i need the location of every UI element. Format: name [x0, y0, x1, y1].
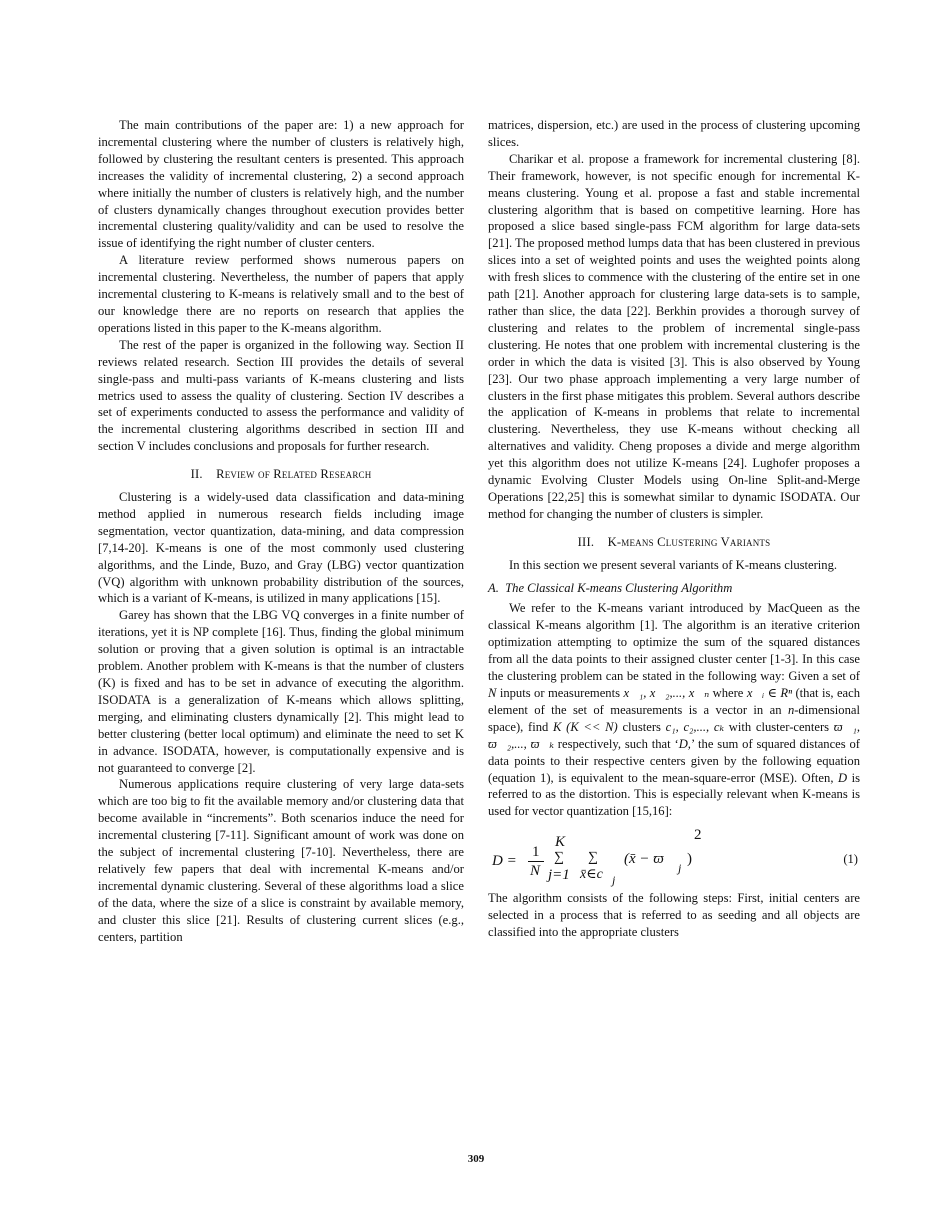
left-column	[98, 117, 464, 946]
text-segment: where	[709, 686, 747, 700]
text-segment: clusters	[617, 719, 666, 734]
paragraph-classical-kmeans	[488, 600, 860, 820]
eq-body-sub: j	[678, 861, 682, 876]
eq-number: (1)	[843, 852, 858, 867]
paragraph-literature-review: A literature review performed shows numerous papers on incremental clustering. Nevertheless, the number of papers that apply incremental clustering to K-means is relatively small and to the best of our knowledge there are no reports on research that applies the operations listed in this paper to the K-means algorithm.	[98, 253, 464, 335]
eq-body: (x̄ − ϖ⃗	[624, 851, 676, 868]
eq-sum2: ∑	[588, 850, 598, 866]
eq-sum2-subsub: j	[612, 873, 616, 888]
inline-math: n	[787, 702, 795, 717]
section-heading-kmeans-variants: III. K-means Clustering Variants	[577, 534, 771, 549]
inline-math: x⃗₁, x⃗₂,..., x⃗ₙ	[623, 686, 710, 700]
inline-math: x⃗ᵢ ∈ Rⁿ	[746, 686, 793, 700]
text-segment: -dimensional space), find	[488, 702, 860, 734]
inline-math: K (K << N)	[553, 719, 618, 734]
text-segment: with cluster-centers	[724, 719, 834, 734]
eq-body-close: )	[687, 851, 692, 868]
paragraph-large-datasets: Numerous applications require clustering of very large data-sets which are too big to fit the available memory and/or clustering data that become available in “increments”. Both scenarios induce the need for incremental clustering [7-11]. Significant amount of work was done on the subject of incremental clustering [7-10]. Nevertheless, there are relatively few papers that deal with incremental K-means and/or incremental dynamic clustering. Several of these algorithms load a slice of the data, where the size of a slice is constraint by available memory, and cluster this slice [21]. Results of clustering current slices (e.g., centers, partition	[98, 777, 464, 944]
text-segment: is referred to as the distortion. This is especially relevant when K-means is used for vector quantization [15,16]:	[488, 770, 860, 819]
subsection-heading-classical-kmeans: A. The Classical K-means Clustering Algorithm	[488, 580, 733, 595]
inline-math: N	[488, 686, 497, 700]
page-number: 309	[467, 1153, 485, 1165]
eq-fraction-bar	[528, 861, 544, 862]
inline-math: D	[837, 770, 848, 785]
paragraph-section-intro: In this section we present several variants of K-means clustering.	[509, 557, 838, 572]
section-heading-related-research: II. Review of Related Research	[190, 467, 372, 482]
text-segment: We refer to the K-means variant introduced by MacQueen as the classical K-means algorithm [1]. The algorithm is an iterative criterion optimization attempting to optimize the sum of the squared distances from all the data points to their assigned cluster center [1-3]. In this case the clustering problem can be stated in the following way: Given a set of	[488, 601, 860, 684]
text-segment: respectively, such that ‘	[553, 736, 679, 751]
eq-sum2-sub: x̄∈c	[580, 867, 603, 883]
eq-sum1: ∑	[554, 850, 564, 866]
inline-math: D,	[678, 736, 691, 751]
eq-sum-top: K	[555, 834, 566, 851]
text-segment: (that is, each element of the set of measurements is a vector in an	[488, 686, 861, 717]
inline-math: c₁, c₂,..., cₖ	[665, 719, 725, 734]
right-column	[488, 117, 860, 941]
paragraph-clustering-intro: Clustering is a widely-used data classification and data-mining method applied in numerous research fields including image segmentation, vector quantization, data-mining, and data compression [7,14-20]. K-means is one of the most commonly used clustering algorithms, and the Linde, Buzo, and Gray (LBG) vector quantization (VQ) algorithm with unknown probability distribution of the sources, which is a variant of K-means, is utilized in many applications [15].	[98, 490, 464, 606]
inline-math: ϖ⃗₁, ϖ⃗₂,..., ϖ⃗ₖ	[488, 719, 860, 751]
paragraph-algorithm-steps: The algorithm consists of the following steps: First, initial centers are selected in a process that is referred to as seeding and all objects are classified into the appropriate clusters	[488, 891, 860, 940]
paragraph-continuation: matrices, dispersion, etc.) are used in the process of clustering upcoming slices.	[488, 118, 860, 149]
paragraph-garey: Garey has shown that the LBG VQ converges in a finite number of iterations, yet it is NP complete [16]. Thus, finding the global minimum solution or proving that a given solution is optimal is an intractable problem. Another problem with K-means is that the number of clusters (K) is fixed and has to be set in advance of executing the algorithm. ISODATA is a generalization of K-means which allows splitting, merging, and eliminating clusters dynamically [2]. This might lead to better clustering (better local optimum) and eliminate the need to set K in advance. ISODATA, however, is computationally expensive and is not guaranteed to converge [2].	[98, 608, 464, 775]
eq-frac-den: N	[530, 863, 541, 880]
paragraph-organization: The rest of the paper is organized in the following way. Section II reviews related research. Section III provides the details of several single-pass and multi-pass variants of K-means clustering and lists metrics used to assess the quality of clustering. Section IV describes a set of experiments conducted to assess the performance and validity of the incremental clustering algorithms described in section III and section V includes conclusions and proposals for further research.	[98, 337, 464, 454]
text-segment: ’ the sum of squared distances of data points to their respective centers given by the following equation (equation 1), is equivalent to the mean-square-error (MSE). Often,	[488, 736, 861, 785]
eq-frac-num: 1	[532, 844, 540, 861]
eq-sum1-sub: j=1	[548, 867, 570, 884]
eq-lhs: D =	[492, 853, 517, 870]
text-segment: inputs or measurements	[496, 686, 624, 700]
equation-distortion	[488, 824, 860, 886]
paragraph-charikar: Charikar et al. propose a framework for incremental clustering [8]. Their framework, however, is not specific enough for incremental K-means clustering. Young et al. propose a fast and stable incremental clustering algorithm that is based on competitive learning. Hore has proposed a slice based single-pass FCM algorithm for large data-sets [21]. The proposed method lumps data that has been clustered in previous slices into a set of weighted points and uses the weighted points along with fresh slices to commence with the clustering of the entire set in one path [21]. Another approach for clustering large data-sets is to sample, rather than slice, the data [22]. Berkhin provides a thorough survey of clustering and relates to the problem of incremental single-pass clustering. He notes that one problem with incremental clustering is the order in which the data is visited [3]. This is also observed by Young [23]. Our two phase approach implementing a very large number of clusters in the first phase mitigates this problem. Several authors describe the application of K-means in problems that relate to incremental clustering. Nevertheless, they use K-means without checking all alternatives and validity. Cheng proposes a divide and merge algorithm yet this algorithm does not utilize K-means [24]. Lughofer proposes a dynamic Evolving Cluster Models using On-line Split-and-Merge Operations [22,25] this is somewhat similar to dynamic ISODATA. Our method for changing the number of clusters is simpler.	[488, 151, 860, 521]
paragraph-contributions: The main contributions of the paper are: 1) a new approach for incremental clustering where the number of clusters is relatively high, followed by clustering the resultant centers is presented. This approach increases the validity of incremental clustering, 2) a second approach where initially the number of clusters is relatively high, and the number of clusters dynamically changes throughout execution provides better incremental clustering quality/validity and can be used to resolve the issue of identifying the right number of cluster centers.	[98, 118, 464, 251]
eq-exponent: 2	[694, 827, 702, 844]
